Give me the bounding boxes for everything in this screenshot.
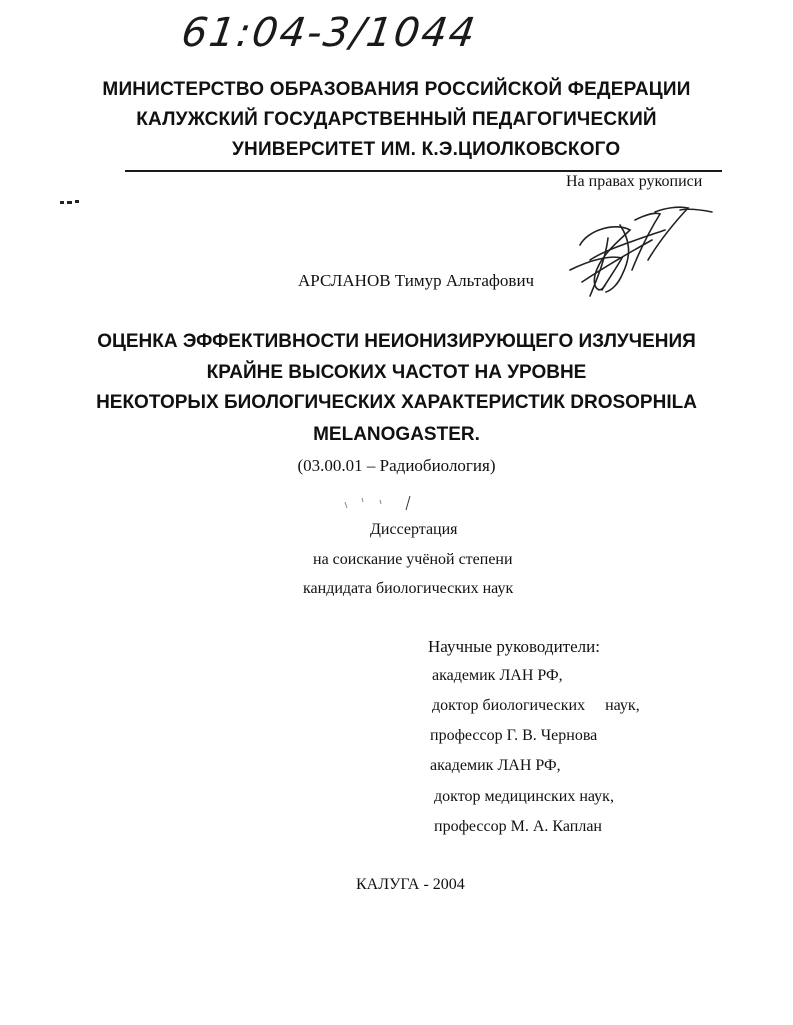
ministry-line-3: УНИВЕРСИТЕТ ИМ. К.Э.ЦИОЛКОВСКОГО xyxy=(232,139,621,160)
title-line-2: КРАЙНЕ ВЫСОКИХ ЧАСТОТ НА УРОВНЕ xyxy=(206,362,587,383)
specialty-code: (03.00.01 – Радиобиология) xyxy=(297,456,496,475)
supervisors-heading: Научные руководители: xyxy=(428,637,600,656)
scan-speck xyxy=(60,201,64,204)
manuscript-rights: На правах рукописи xyxy=(566,173,703,190)
signature-graphic xyxy=(560,200,730,310)
supervisor-line: профессор М. А. Каплан xyxy=(434,818,602,835)
header-divider xyxy=(125,170,722,172)
city-year: КАЛУГА - 2004 xyxy=(356,876,465,893)
supervisor-line: академик ЛАН РФ, xyxy=(432,667,563,684)
ministry-line-2: КАЛУЖСКИЙ ГОСУДАРСТВЕННЫЙ ПЕДАГОГИЧЕСКИЙ xyxy=(136,109,657,130)
supervisor-line: доктор медицинских наук, xyxy=(434,788,614,805)
title-line-1: ОЦЕНКА ЭФФЕКТИВНОСТИ НЕИОНИЗИРУЮЩЕГО ИЗЛУЧЕНИЯ xyxy=(97,331,696,352)
title-line-3: НЕКОТОРЫХ БИОЛОГИЧЕСКИХ ХАРАКТЕРИСТИК DROSOPHILA xyxy=(96,392,697,413)
supervisor-line: академик ЛАН РФ, xyxy=(430,757,561,774)
archive-code: 61:04-3/1044 xyxy=(178,10,480,56)
title-line-4: MELANOGASTER. xyxy=(313,424,480,445)
degree-field: кандидата биологических наук xyxy=(303,580,514,597)
ministry-line-1: МИНИСТЕРСТВО ОБРАЗОВАНИЯ РОССИЙСКОЙ ФЕДЕРАЦИИ xyxy=(102,79,691,100)
scan-marks xyxy=(340,494,420,514)
scan-speck xyxy=(75,200,79,203)
dissertation-label: Диссертация xyxy=(370,521,458,538)
supervisor-line: профессор Г. В. Чернова xyxy=(430,727,598,744)
author-name: АРСЛАНОВ Тимур Альтафович xyxy=(298,271,535,290)
scan-speck xyxy=(67,201,72,204)
supervisor-line: доктор биологических наук, xyxy=(432,697,640,714)
degree-line: на соискание учёной степени xyxy=(313,551,513,568)
